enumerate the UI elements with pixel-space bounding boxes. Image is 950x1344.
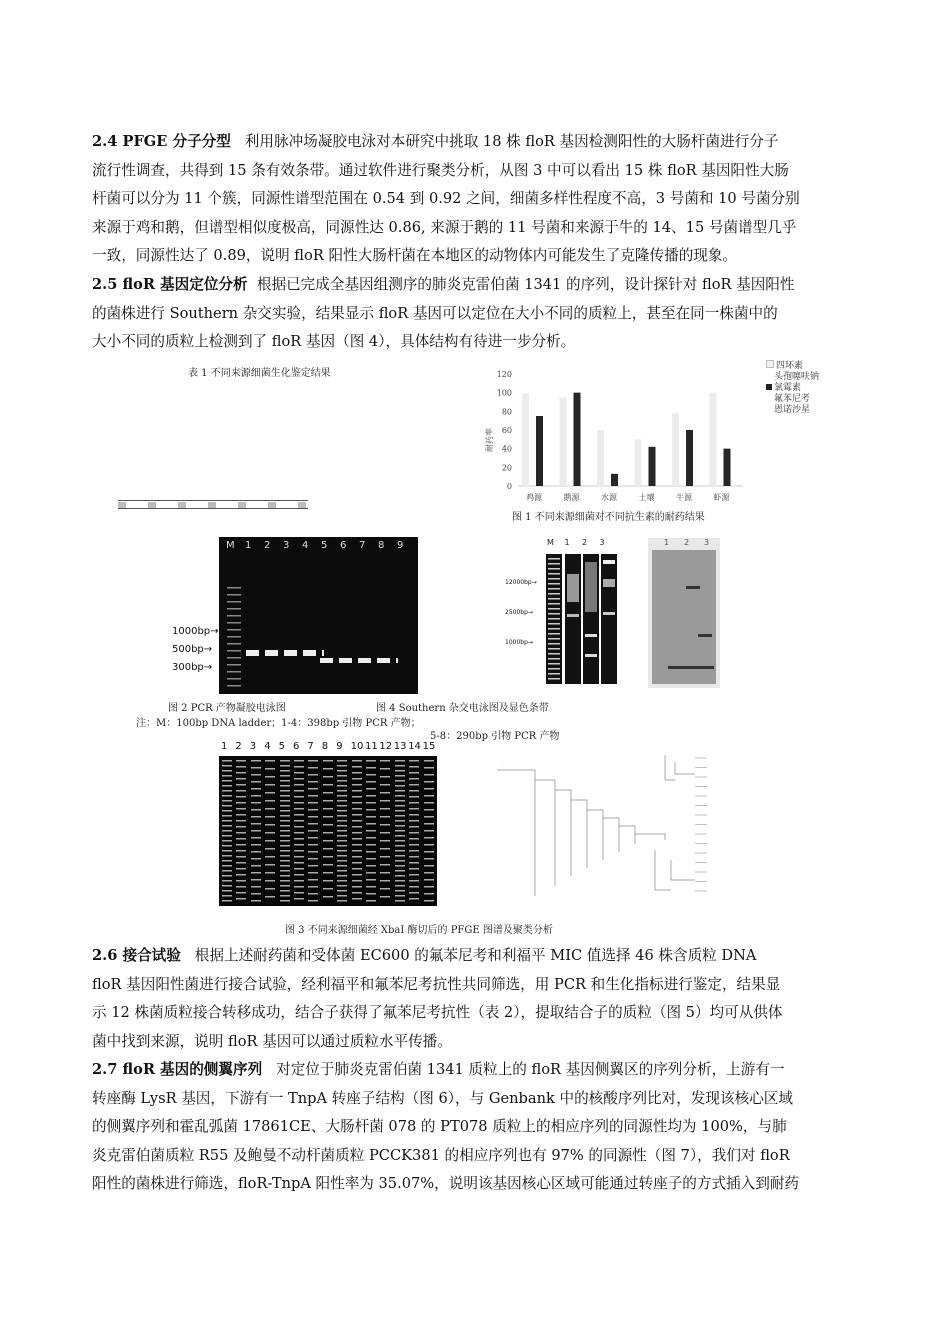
lane-label: 3 [599,538,605,547]
text-line: 根据上述耐药菌和受体菌 EC600 的氟苯尼考和利福平 MIC 值选择 46 株含质粒 DNA [194,947,757,964]
marker-label: 1000bp→ [505,639,533,646]
figure-3-pfge-gel [219,756,437,906]
lane-label: 5 [278,741,285,752]
lane-label: 2 [235,741,242,752]
lane-label: 4 [264,741,271,752]
y-tick-label: 60 [501,426,512,435]
pfge-lane [294,760,304,902]
y-tick-label: 0 [506,482,512,491]
x-tick-label: 牛源 [676,493,692,502]
pfge-lane [280,760,290,902]
chart-ylabel: 耐药率 [485,428,494,452]
pfge-lane [366,760,376,902]
lane-label: 1 [664,538,670,547]
section-2-4 [92,128,860,271]
y-tick-label: 40 [501,444,512,454]
marker-label: 2500bp→ [505,609,533,616]
text-line: 的菌株进行 Southern 杂交实验，结果显示 floR 基因可以定位在大小不同的质粒上，甚至在同一株菌中的 [92,304,778,322]
fig4-markers [505,578,537,648]
bar-四环素-水源 [597,430,604,486]
lane-label: 15 [422,741,436,752]
x-tick-label: 土壤 [638,493,655,502]
pfge-lane [337,760,347,902]
text-line: 转座酶 LysR 基因，下游有一 TnpA 转座子结构（图 6），与 Genbank 中的核酸序列比对，发现该核心区域 [92,1089,793,1107]
lane-label: 4 [302,540,309,551]
marker-label: 12000bp→ [505,579,537,586]
text-line: 炎克雷伯菌质粒 R55 及鲍曼不动杆菌质粒 PCCK381 的相应序列也有 97% 的同源性（图 7），我们对 floR [92,1146,790,1164]
legend-item: 四环素 [766,360,819,372]
lane-label: 1 [221,741,228,752]
text-line: 对定位于肺炎克雷伯菌 1341 质粒上的 floR 基因侧翼区的序列分析，上游有一 [276,1061,785,1078]
lane-label: M [547,538,554,547]
lane-label: 8 [378,540,385,551]
bar-氯霉素-鸡源 [536,416,543,486]
figure-4-caption: 图 4 Southern 杂交电泳图及显色条带 [376,703,549,714]
lane-label: 11 [365,741,378,752]
legend-item: 恩诺沙星 [774,405,811,415]
bar-四环素-鸡源 [522,394,529,486]
lane-label: 2 [264,540,271,551]
table-1-stub [118,500,308,510]
text-line: 流行性调查，共得到 15 条有效条带。通过软件进行聚类分析，从图 3 中可以看出 15 株 floR 基因阳性大肠 [92,161,789,179]
section-2-6 [92,942,860,1056]
pfge-lane [409,760,419,902]
lane-label: 6 [340,540,347,551]
blot-band [686,586,700,589]
y-tick-label: 80 [501,407,512,417]
svg-text:·: · [665,775,667,779]
x-tick-label: 鹅源 [563,493,580,502]
bar-氯霉素-虾源 [724,449,731,486]
bar-氯霉素-牛源 [686,430,693,486]
pfge-lane [352,760,362,902]
chart-legend [766,360,819,416]
fig2-markers [172,623,219,677]
sample-lane [583,554,599,684]
bar-四环素-牛源 [672,413,679,486]
text-line: 利用脉冲场凝胶电泳对本研究中挑取 18 株 floR 基因检测阳性的大肠杆菌进行分子 [244,133,779,150]
figure-4-electrophoresis [540,538,622,688]
text-line: 一致，同源性达了 0.89，说明 floR 阳性大肠杆菌在本地区的动物体内可能发生了克隆传播的现象。 [92,247,738,265]
figure-4-blot [648,538,720,688]
lane-label: 5 [321,540,328,551]
x-tick-label: 鸡源 [526,493,542,502]
bar-四环素-鹅源 [560,397,567,486]
lane-label: 1 [245,540,252,551]
marker-label: 300bp→ [172,662,213,673]
text-line: 示 12 株菌质粒接合转移成功，结合子获得了氟苯尼考抗性（表 2），提取结合子的质粒（图 5）均可从供体 [92,1004,783,1022]
svg-text:·: · [557,785,559,789]
legend-item: 氯霉素 [766,383,819,394]
legend-item: 氟苯尼考 [774,394,811,404]
svg-text:·: · [503,765,505,769]
lane-label: 3 [249,741,257,752]
section-2-5-heading: 2.5 floR 基因定位分析 [92,276,248,293]
figure-2-note-1: 注：M：100bp DNA ladder；1-4：398bp 引物 PCR 产物； [136,718,421,729]
text-line: 来源于鸡和鹅，但谱型相似度极高，同源性达 0.86, 来源于鹅的 11 号菌和来源于牛的 14、15 号菌谱型几乎 [92,218,797,236]
bar-氯霉素-水源 [611,474,618,486]
lane-label: 10 [350,741,364,752]
pfge-lane [265,760,275,902]
lane-label: 9 [336,741,343,752]
lane-label: 13 [393,741,407,752]
lane-label: 12 [379,741,393,752]
lane-label: 7 [307,741,314,752]
pfge-lane [222,760,232,902]
ladder-lane [227,587,241,687]
pfge-lane [380,760,390,902]
figure-2-pcr-gel [219,537,418,694]
marker-label: 1000bp→ [172,626,219,637]
figure-3-dendrogram [495,750,715,905]
pfge-lane-labels [219,741,437,755]
ladder-lane [546,554,562,684]
bar-氯霉素-鹅源 [574,393,581,486]
blot-band [668,666,714,669]
lane-label: 2 [684,538,690,547]
y-tick-label: 100 [496,388,512,398]
lane-label: 2 [582,538,588,547]
bar-氯霉素-土壤 [649,447,656,486]
figure-1-caption: 图 1 不同来源细菌对不同抗生素的耐药结果 [512,512,705,523]
section-2-7 [92,1056,860,1199]
text-line: floR 基因阳性菌进行接合试验，经利福平和氟苯尼考抗性共同筛选，用 PCR 和生化指标进行鉴定，结果显 [92,975,781,993]
sample-lane [565,554,581,684]
band-398bp [246,650,324,656]
section-2-5 [92,271,860,357]
lane-label: 1 [564,538,570,547]
text-line: 菌中找到来源，说明 floR 基因可以通过质粒水平传播。 [92,1032,452,1050]
y-tick-label: 120 [496,370,512,379]
figure-2-note-2: 5-8：290bp 引物 PCR 产物 [430,731,560,742]
pfge-lane [251,760,261,902]
text-line: 大小不同的质粒上检测到了 floR 基因（图 4），具体结构有待进一步分析。 [92,333,576,351]
x-tick-label: 虾源 [713,493,730,502]
marker-label: 500bp→ [172,644,213,655]
sample-lane [601,554,617,684]
lane-label: 3 [283,540,290,551]
lane-label: M [226,540,235,551]
text-line: 杆菌可以分为 11 个簇，同源性谱型范围在 0.54 到 0.92 之间，细菌多样性程度不高，3 号菌和 10 号菌分别 [92,190,800,208]
pfge-lane [308,760,318,902]
bar-四环素-土壤 [635,439,642,486]
section-2-4-heading: 2.4 PFGE 分子分型 [92,133,231,150]
section-2-7-heading: 2.7 floR 基因的侧翼序列 [92,1061,263,1078]
text-line: 阳性的菌株进行筛选，floR-TnpA 阳性率为 35.07%，说明该基因核心区域可能通过转座子的方式插入到耐药 [92,1175,800,1193]
blot-band [698,634,712,637]
lane-label: 14 [408,741,421,752]
svg-text:·: · [605,813,607,817]
bar-四环素-虾源 [710,393,717,486]
y-tick-label: 20 [501,463,512,473]
pfge-lane [236,760,246,902]
lane-label: 7 [359,540,366,551]
figure-3-caption: 图 3 不同来源细菌经 XbaI 酶切后的 PFGE 图谱及聚类分析 [285,925,553,936]
text-line: 根据已完成全基因组测序的肺炎克雷伯菌 1341 的序列，设计探针对 floR 基因阳性 [256,276,795,293]
lane-label: 8 [321,741,329,752]
pfge-lane [395,760,405,902]
x-tick-label: 水源 [601,493,617,502]
legend-item: 头孢噻呋钠 [774,372,820,382]
lane-label: 9 [397,540,404,551]
svg-text:·: · [673,855,675,859]
pfge-lane [323,760,333,902]
pfge-lane [424,760,434,902]
section-2-6-heading: 2.6 接合试验 [92,947,181,964]
band-290bp [320,658,398,663]
lane-label: 3 [704,538,710,547]
lane-label: 6 [293,741,300,752]
figure-2-caption: 图 2 PCR 产物凝胶电泳图 [168,703,286,714]
table-1-title: 表 1 不同来源细菌生化鉴定结果 [188,368,331,379]
text-line: 的侧翼序列和霍乱弧菌 17861CE、大肠杆菌 078 的 PT078 质粒上的相应序列的同源性均为 100%，与肺 [92,1118,787,1136]
